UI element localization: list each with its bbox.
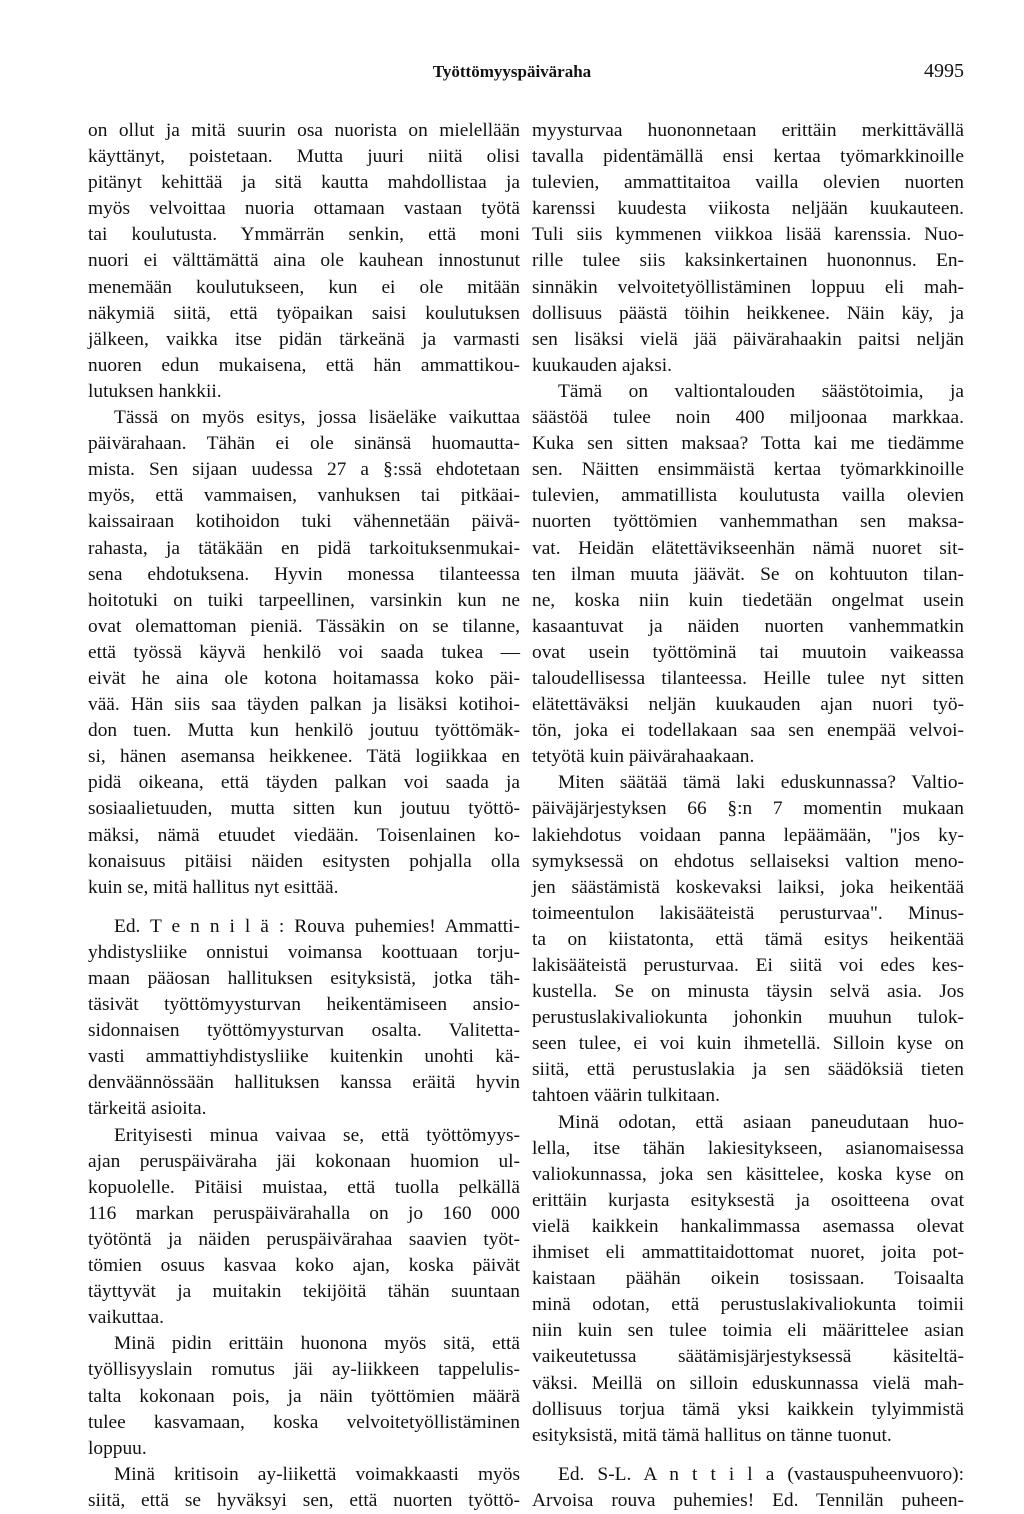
text-line: päiväjärjestyksen 66 §:n 7 momentin mukaan [532,798,964,820]
text-line: kustella. Se on minusta täysin selvä asia. Jos [532,981,964,1003]
text-line: ten ilman muuta jäävät. Se on kohtuuton tilan- [532,563,964,585]
text-line: sen lisäksi vielä jää päivärahaakin paitsi neljän [532,328,964,350]
text-line: lella, itse tähän lakiesitykseen, asianomaisessa [532,1137,964,1159]
text-line: symyksessä on ehdotus sellaiseksi valtion meno- [532,850,964,872]
text-line: dollisuus päästä töihin heikkenee. Näin käy, ja [532,302,964,324]
text-line: kaistaan päähän oikein tosissaan. Toisaalta [532,1268,964,1290]
text-line: pidä oikeana, että täyden palkan voi saada ja [88,772,520,794]
text-line: maan pääosan hallituksen esityksistä, jotka täh- [88,968,520,989]
text-line: talta kokonaan pois, ja näin työttömien määrä [88,1385,520,1407]
text-line: Minä kritisoin ay-liikettä voimakkaasti myös [114,1463,520,1485]
text-line: tavalla pidentämällä ensi kertaa työmarkkinoille [532,146,964,168]
text-line: rahasta, ja tätäkään en pidä tarkoituksenmukai- [88,537,520,559]
text-line: sidonnaisen työttömyysturvan osalta. Valitetta- [88,1020,520,1042]
text-line: näkymiä siitä, että työpaikan saisi koulutuksen [88,302,520,324]
text-line: tetyötä kuin päivärahaakaan. [532,746,755,768]
text-line: siitä, että perustuslakia ja sen säädöksiä tieten [532,1059,964,1081]
text-line: loppuu. [88,1437,147,1459]
text-line: tön, joka ei todellakaan saa sen enempää velvoi- [532,720,964,742]
text-line: vat. Heidän elätettävikseenhän nämä nuoret sit- [532,537,964,559]
text-line: Miten säätää tämä laki eduskunnassa? Valtio- [558,772,964,794]
text-line: ovat usein työttöminä tai muutoin vaikeassa [532,641,964,663]
text-line: tahtoen väärin tulkitaan. [532,1085,720,1107]
text-line: lakiehdotus voidaan panna lepäämään, "jos ky- [532,824,964,846]
text-line: Ed. T e n n i l ä : Rouva puhemies! Ammatti- [114,915,520,937]
text-line: lakisääteistä perusturvaa. Ei siitä voi edes kes- [532,955,964,976]
text-line: Minä pidin erittäin huonona myös sitä, että [114,1333,520,1355]
text-line: sinnäkin velvoitetyöllistäminen loppuu eli mah- [532,276,964,298]
text-line: elätettäväksi neljän kuukauden ajan nuori työ- [532,694,964,716]
text-line: rille tulee siis kaksinkertainen huononnus. En- [532,250,964,272]
text-line: 116 markan peruspäivärahalla on jo 160 000 [88,1202,520,1224]
text-line: on ollut ja mitä suurin osa nuorista on mielellään [88,120,520,141]
text-line: Ed. S-L. A n t t i l a (vastauspuheenvuoro): [558,1463,964,1485]
text-line: esityksistä, mitä tämä hallitus on tänne tuonut. [532,1424,892,1446]
page-number: 4995 [924,60,964,82]
text-line: säästöä tulee noin 400 miljoonaa markkaa. [532,407,964,429]
text-line: karenssi kuudesta viikosta neljään kuukauteen. [532,198,964,220]
text-line: Kuka sen sitten maksaa? Totta kai me tiedämme [532,433,964,455]
text-line: Erityisesti minua vaivaa se, että työttömyys- [114,1124,520,1146]
text-line: dollisuus torjua tämä yksi kaikkein tylyimmistä [532,1398,964,1420]
text-line: työllisyyslain romutus jäi ay-liikkeen tappelulis- [88,1359,520,1381]
text-line: jen säästämistä koskevaksi laiksi, joka heikentää [532,876,964,898]
paragraph-gap [88,901,520,914]
text-line: siitä, että se hyväksyi sen, että nuorten työttö- [88,1489,520,1511]
text-line: tärkeitä asioita. [88,1098,207,1120]
left-text-column [88,118,520,1514]
text-line: päivärahaan. Tähän ei ole sinänsä huomautta- [88,433,520,455]
text-line: niin kuin sen tulee toimia eli määrittelee asian [532,1320,964,1342]
text-line: väksi. Meillä on silloin eduskunnassa vielä mah- [532,1372,964,1394]
text-line: tai koulutusta. Ymmärrän senkin, että moni [88,224,520,246]
text-line: käyttänyt, poistetaan. Mutta juuri niitä olisi [88,146,520,168]
text-line: nuorten työttömien vanhemmathan sen maksa- [532,511,964,533]
text-line: jälkeen, vaikka itse pidän tärkeänä ja varmasti [88,328,520,350]
text-line: nuori ei välttämättä aina ole kauhean innostunut [88,250,520,272]
text-line: taloudellisessa tilanteessa. Heille tulee nyt sitten [532,667,964,689]
text-line: si, hänen asemansa heikkenee. Tätä logiikkaa en [88,746,520,768]
text-line: ihmiset eli ammattitaidottomat nuoret, joita pot- [532,1242,964,1264]
text-line: sen. Näitten ensimmäistä kertaa työmarkkinoille [532,459,964,481]
text-line: kopuolelle. Pitäisi muistaa, että tuolla pelkällä [88,1176,520,1198]
text-line: vielä kaikkein hankalimmassa asemassa olevat [532,1215,964,1237]
text-line: myysturvaa huononnetaan erittäin merkittävällä [532,120,964,141]
text-line: tömien osuus kasvaa koko ajan, koska päivät [88,1255,520,1277]
text-line: vasti ammattiyhdistysliike kuitenkin unohti kä- [88,1046,520,1068]
text-line: täsivät työttömyysturvan heikentämiseen ansio- [88,994,520,1016]
text-line: ne, koska niin kuin tiedetään ongelmat usein [532,589,964,611]
text-line: tulevien, ammattitaitoa vailla olevien nuorten [532,172,964,194]
text-line: mista. Sen sijaan uudessa 27 a §:ssä ehdotetaan [88,459,520,481]
text-line: kuin se, mitä hallitus nyt esittää. [88,876,339,898]
text-line: kaissairaan kotihoidon tuki vähennetään päivä- [88,511,520,533]
text-line: sosiaalietuuden, mutta sitten kun joutuu työttö- [88,798,520,820]
text-line: täyttyvät ja muitakin tekijöitä tähän suuntaan [88,1281,520,1303]
text-line: hoitotuki on tuiki tarpeellinen, varsinkin kun ne [88,589,520,611]
text-line: Minä odotan, että asiaan paneudutaan huo- [558,1111,964,1133]
text-line: eivät he aina ole kotona hoitamassa koko päi- [88,667,520,689]
text-line: mäksi, nämä etuudet viedään. Toisenlainen ko- [88,824,520,846]
right-text-column [532,118,964,1514]
text-line: minä odotan, että perustuslakivaliokunta toimii [532,1294,964,1316]
paragraph-gap [532,1449,964,1462]
text-line: Tämä on valtiontalouden säästötoimia, ja [558,380,964,402]
text-line: perustuslakivaliokunta johonkin muuhun tulok- [532,1007,964,1029]
text-line: ajan peruspäiväraha jäi kokonaan huomion ul- [88,1150,520,1172]
text-line: nuoren edun mukaisena, että hän ammattikou- [88,354,520,376]
text-line: don tuen. Mutta kun henkilö joutuu työttömäk- [88,720,520,742]
text-line: että työssä käyvä henkilö voi saada tukea — [88,641,520,663]
text-line: lutuksen hankkii. [88,380,222,402]
text-line: seen tulee, ei voi kuin ihmetellä. Silloin kyse on [532,1033,964,1055]
text-line: kuukauden ajaksi. [532,354,673,376]
text-line: konaisuus pitäisi näiden esitysten pohjalla olla [88,850,520,872]
text-line: sena ehdotuksena. Hyvin monessa tilanteessa [88,563,520,585]
text-line: vaikeutetussa säätämisjärjestyksessä käsiteltä- [532,1346,964,1368]
text-line: vää. Hän siis saa täyden palkan ja lisäksi kotihoi- [88,694,520,716]
text-line: valiokunnassa, joka sen käsittelee, koska kyse on [532,1163,964,1185]
text-line: menemään koulutukseen, kun ei ole mitään [88,276,520,298]
text-line: yhdistysliike onnistui voimansa koottuaan torju- [88,941,520,963]
text-line: vaikuttaa. [88,1307,164,1329]
text-line: pitänyt kehittää ja sitä kautta mahdollistaa ja [88,172,520,194]
text-line: Tuli siis kymmenen viikkoa lisää karenssia. Nuo- [532,224,964,246]
text-line: myös velvoittaa nuoria ottamaan vastaan työtä [88,198,520,220]
text-line: Tässä on myös esitys, jossa lisäeläke vaikuttaa [114,407,520,429]
text-line: tulee kasvamaan, koska velvoitetyöllistäminen [88,1411,520,1433]
text-line: myös, että vammaisen, vanhuksen tai pitkäai- [88,485,520,507]
text-line: erittäin kurjasta esityksestä ja osoitteena ovat [532,1189,964,1211]
text-line: denväännössään hallituksen kanssa eräitä hyvin [88,1072,520,1094]
text-line: työtöntä ja näiden peruspäivärahaa saavien työt- [88,1228,520,1250]
text-line: kasaantuvat ja näiden nuorten vanhemmatkin [532,615,964,637]
text-line: ovat olemattoman pieniä. Tässäkin on se tilanne, [88,615,520,637]
running-header-title: Työttömyyspäiväraha [432,62,592,81]
text-line: tulevien, ammatillista koulutusta vailla olevien [532,485,964,507]
text-line: toimeentulon lakisääteistä perusturvaa". Minus- [532,902,964,924]
text-line: ta on kiistatonta, että tämä esitys heikentää [532,928,964,950]
text-line: Arvoisa rouva puhemies! Ed. Tennilän puheen- [532,1489,964,1511]
